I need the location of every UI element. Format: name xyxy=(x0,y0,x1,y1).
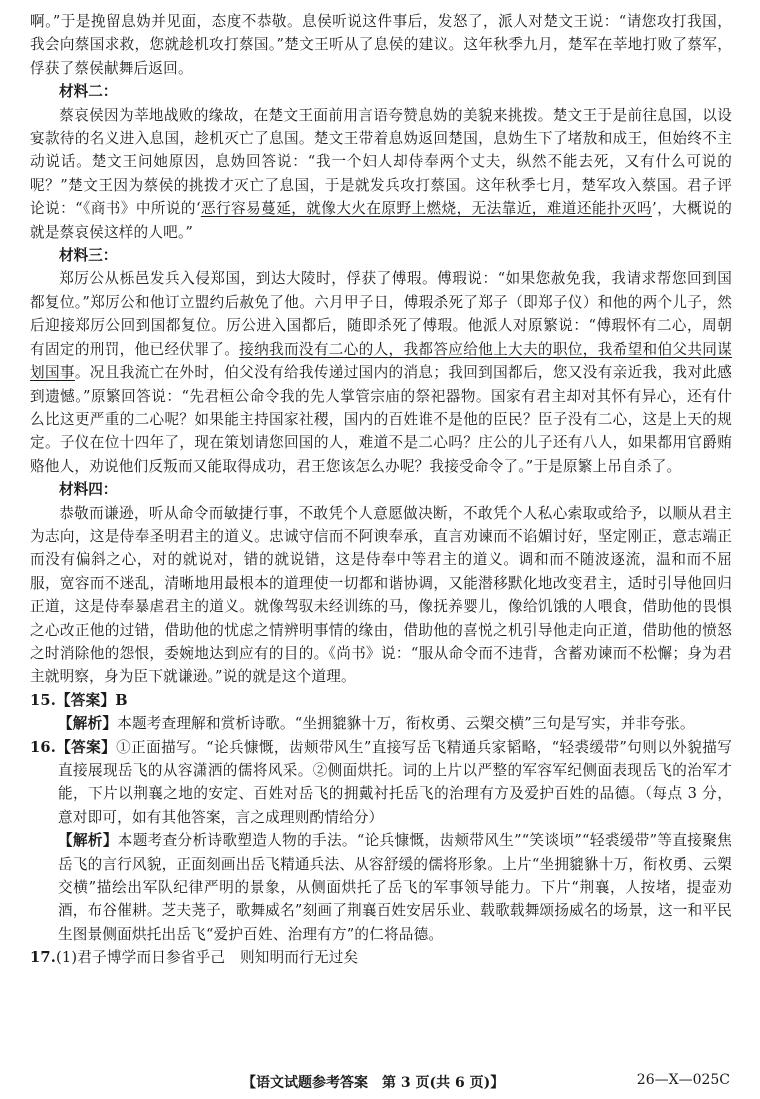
q15-analysis-tag: 【解析】 xyxy=(58,715,118,733)
footer-exam-code: 26—X—025C xyxy=(636,1072,730,1088)
q16-answer-tag: 【答案】 xyxy=(56,738,117,756)
material2-text-b: ’，大概说的就是蔡哀侯这样的人吧。” xyxy=(30,200,732,241)
answer-content xyxy=(30,10,732,970)
q17-answer-line xyxy=(30,946,732,969)
footer-page-label: 【语文试题参考答案 第 3 页(共 6 页)】 xyxy=(242,1075,505,1091)
material3-text-a: 郑厉公从栎邑发兵入侵郑国，到达大陵时，俘获了傅瑕。傅瑕说：“如果您赦免我，我请求帮您回到国都复位。”郑厉公和他订立盟约后赦免了他。六月甲子日，傅瑕杀死了郑子（即郑子仪）和他的两个儿子，然后迎接郑厉公回到国都复位。厉公进入国都后，随即杀死了傅瑕。他派人对原繁说：“傅瑕怀有二心，周朝有固定的刑罚，他已经伏罪了。 xyxy=(30,270,732,358)
q15-analysis-text: 本题考查理解和赏析诗歌。“坐拥貔貅十万，衔枚勇、云槊交横”三句是写实，并非夸张。 xyxy=(117,715,695,733)
q16-answer-block xyxy=(30,736,732,830)
q16-analysis-text: 本题考查分析诗歌塑造人物的手法。“论兵慷慨，齿颊带风生”“笑谈顷”“轻裘缓带”等直接聚焦岳飞的言行风貌，正面刻画出岳飞精通兵法、从容舒缓的儒将形象。上片“坐拥貔貅十万，衔枚勇、云槊交横”描绘出军队纪律严明的景象，从侧面烘托了岳飞的军事领导能力。下片“荆襄，人按堵，提壶劝酒，布谷催耕。芝夫荛子，歌舞威名”刻画了荆襄百姓安居乐业、载歌载舞颂扬威名的场景，这一和平民生图景侧面烘托出岳飞“爱护百姓、治理有方”的仁将品德。 xyxy=(58,832,732,943)
material2-text-a: 蔡哀侯因为莘地战败的缘故，在楚文王面前用言语夸赞息妫的美貌来挑拨。楚文王于是前往息国，以设宴款待的名义进入息国，趁机灭亡了息国。楚文王带着息妫返回楚国，息妫生下了堵敖和成王，但始终不主动说话。楚文王问她原因，息妫回答说：“我一个妇人却侍奉两个丈夫，纵然不能去死，又有什么可说的呢？”楚文王因为蔡侯的挑拨才灭亡了息国，于是就发兵攻打蔡国。这年秋季七月，楚军攻入蔡国。君子评论说：“《商书》中所说的‘ xyxy=(30,106,732,218)
material2-underlined-text: 恶行容易蔓延，就像大火在原野上燃烧，无法靠近，难道还能扑灭吗 xyxy=(200,200,652,218)
q16-analysis xyxy=(30,829,732,946)
material2-paragraph xyxy=(30,104,732,244)
q17-answer-text: (1)君子博学而日参省乎己 则知明而行无过矣 xyxy=(56,949,359,967)
page-footer xyxy=(0,1072,760,1094)
q15-number: 15. xyxy=(30,691,56,709)
material4-heading: 材料四： xyxy=(59,481,118,499)
material3-heading: 材料三： xyxy=(59,247,118,265)
q17-number: 17. xyxy=(30,949,56,967)
material1-tail-paragraph: 啊。”于是挽留息妫并见面，态度不恭敬。息侯听说这件事后，发怒了，派人对楚文王说：“请您攻打我国，我会向蔡国求救，您就趁机攻打蔡国。”楚文王听从了息侯的建议。这年秋季九月，楚军在莘地打败了蔡军，俘获了蔡侯献舞后返回。 xyxy=(30,13,732,77)
material3-paragraph xyxy=(30,267,732,478)
material3-text-b: 。况且我流亡在外时，伯父没有给我传递过国内的消息；我回到国都后，您又没有亲近我，我对此感到遗憾。”原繁回答说：“先君桓公命令我的先人掌管宗庙的祭祀器物。国家有君主却对其怀有异心，还有什么比这更严重的二心呢？如果能主持国家社稷，国内的百姓谁不是他的臣民？臣子没有二心，这是上天的规定。子仪在位十四年了，现在策划请您回国的人，难道不是二心吗？庄公的儿子还有八人，如果都用官爵贿赂他人，劝说他们反叛而又能取得成功，君王您该怎么办呢？我接受命令了。”于是原繁上吊自杀了。 xyxy=(30,364,732,475)
q16-number: 16. xyxy=(30,738,56,756)
q15-answer: B xyxy=(115,691,128,709)
material2-heading: 材料二： xyxy=(59,83,118,101)
q15-answer-tag: 【答案】 xyxy=(56,691,116,709)
q15-analysis xyxy=(30,712,732,735)
material4-paragraph: 恭敬而谦逊，听从命令而敏捷行事，不敢凭个人意愿做决断，不敢凭个人私心索取或给予，以顺从君主为志向，这是侍奉圣明君主的道义。忠诚守信而不阿谀奉承，直言劝谏而不谄媚讨好，坚定刚正，意志端正而没有偏斜之心，对的就说对，错的就说错，这是侍奉中等君主的道义。调和而不随波逐流，温和而不屈服，宽容而不迷乱，清晰地用最根本的道理使一切都和谐协调，又能潜移默化地改变君主，适时引导他回归正道，这是侍奉暴虐君主的道义。就像驾驭未经训练的马，像抚养婴儿，像给饥饿的人喂食，借助他的畏惧之心改正他的过错，借助他的忧虑之情辨明事情的缘由，借助他的喜悦之机引导他走向正道，借助他的愤怒之时消除他的怨恨，委婉地达到应有的目的。《尚书》说：“服从命令而不违背，含蓄劝谏而不松懈；身为君主就明察，身为臣下就谦逊。”说的就是这个道理。 xyxy=(30,504,732,686)
material3-underlined-text: 接纳我而没有二心的人，我都答应给他上大夫的职位，我希望和伯父共同谋划国事 xyxy=(30,340,732,382)
q15-answer-line xyxy=(30,689,732,712)
q16-answer-text: ①正面描写。“论兵慷慨，齿颊带风生”直接写岳飞精通兵家韬略，“轻裘缓带”句则以外貌描写直接展现岳飞的从容潇洒的儒将风采。②侧面烘托。词的上片以严整的军容军纪侧面表现岳飞的治军才能，下片以荆襄之地的安定、百姓对岳飞的拥戴衬托岳飞的治理有方及爱护百姓的品德。（每点 3 分，意对即可，如有其他答案，言之成理则酌情给分） xyxy=(58,738,732,826)
q16-analysis-tag: 【解析】 xyxy=(58,832,118,850)
